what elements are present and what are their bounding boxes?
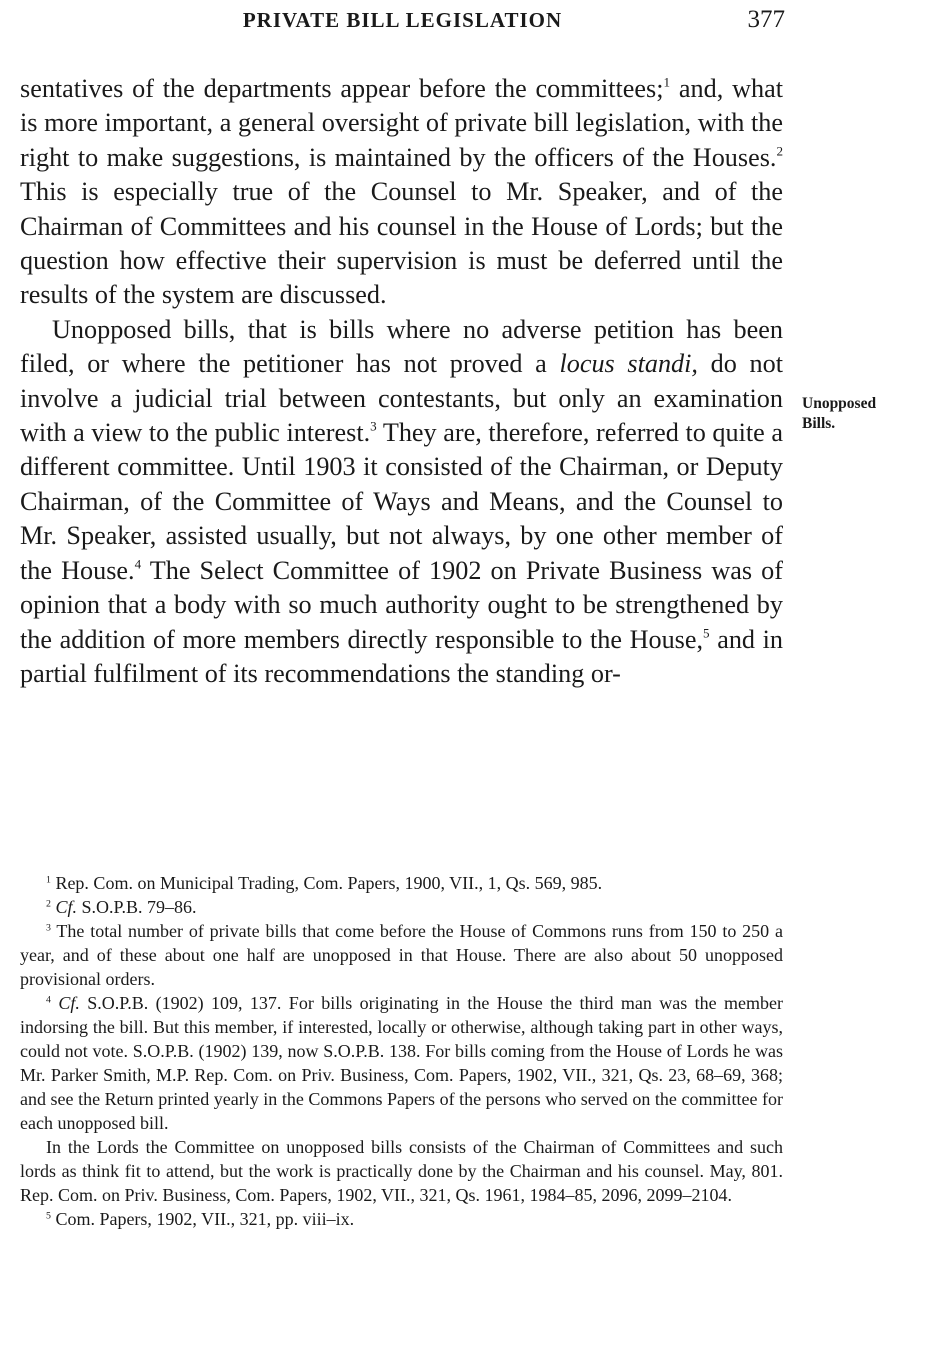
footnote-ref-1: 1 (663, 74, 671, 90)
footnote-4 (20, 991, 783, 1135)
text-run: They are, therefore, referred to quite a different committee. Until 1903 it consisted of the Chairman, or Deputy Chairman, of the Committee of Ways and Means, and the Counsel to Mr. Speaker, assisted usually, but not always, by one other member of the House. (20, 418, 784, 585)
footnote-ref-4: 4 (134, 556, 142, 572)
text-run: This is especially true of the Counsel to Mr. Speaker, and of the Chairman of Committees and his counsel in the House of Lords; but the question how effective their supervision is must be deferred until the results of the system are discussed. (20, 177, 783, 310)
footnote-mark: 1 (46, 874, 51, 886)
text-run: The Select Committee of 1902 on Private Business was of opinion that a body with so much authority ought to be strengthened by the addition of more members directly responsible to the House, (20, 555, 783, 654)
footnote-3 (20, 919, 783, 991)
margin-note-line-2: Bills. (802, 415, 836, 432)
text-run: and in partial fulfilment of its recommendations the standing or- (20, 624, 784, 688)
footnote-mark: 2 (46, 898, 51, 910)
footnote-cf: Cf. (58, 993, 80, 1013)
footnote-4-continued: In the Lords the Committee on unopposed bills consists of the Chairman of Committees and such lords as think fit to attend, but the work is practically done by the Chairman and his counsel. May, 801. Rep. Com. on Priv. Business, Com. Papers, 1902, VII., 321, Qs. 1961, 1984–85, 2096, 2099–2104. (20, 1137, 783, 1205)
footnotes (20, 871, 783, 1231)
running-title: PRIVATE BILL LEGISLATION (242, 8, 563, 32)
text-run: do not involve a judicial trial between contestants, but only an examination with a view to the public interest. (20, 349, 783, 448)
text-run: and, what is more important, a general oversight of private bill legislation, with the right to make suggestions, is maintained by the officers of the Houses. (20, 74, 784, 172)
paragraph-1 (20, 72, 783, 313)
italic-term: locus standi, (559, 349, 698, 379)
footnote-mark: 3 (46, 922, 51, 934)
footnote-text: The total number of private bills that come before the House of Commons runs from 150 to 250 a year, and of these about one half are unopposed in that House. There are also about 50 unopposed provisional orders. (20, 921, 783, 989)
footnote-ref-2: 2 (776, 143, 783, 159)
footnote-5 (20, 1207, 783, 1231)
footnote-text: Rep. Com. on Municipal Trading, Com. Papers, 1900, VII., 1, Qs. 569, 985. (50, 873, 603, 893)
page-number: 377 (747, 6, 785, 33)
footnote-cf: Cf. (55, 897, 77, 917)
margin-note (802, 394, 914, 434)
paragraph-2 (20, 313, 783, 691)
text-run: Unopposed bills, that is bills where no adverse petition has been filed, or where the petitioner has not proved a (20, 314, 783, 379)
footnote-text: S.O.P.B. 79–86. (76, 897, 197, 917)
footnote-mark: 5 (46, 1210, 51, 1222)
footnote-2 (20, 895, 783, 919)
main-text (20, 72, 783, 691)
margin-note-line-1: Unopposed (802, 395, 877, 412)
footnote-ref-3: 3 (370, 418, 377, 434)
text-run: sentatives of the departments appear before the committees; (20, 74, 664, 103)
footnote-text: S.O.P.B. (1902) 109, 137. For bills originating in the House the third man was the member indorsing the bill. But this member, if interested, locally or otherwise, although taking part in other ways, could not vote. S.O.P.B. (1902) 139, now S.O.P.B. 138. For bills coming from the House of Lords he was Mr. Parker Smith, M.P. Rep. Com. on Priv. Business, Com. Papers, 1902, VII., 321, Qs. 23, 68–69, 368; and see the Return printed yearly in the Commons Papers of the persons who served on the committee for each unopposed bill. (20, 993, 783, 1133)
footnote-ref-5: 5 (703, 625, 710, 641)
footnote-mark: 4 (46, 994, 51, 1006)
footnote-1 (20, 871, 783, 895)
page-header (20, 8, 785, 40)
footnote-text: Com. Papers, 1902, VII., 321, pp. viii–ix. (50, 1209, 355, 1229)
